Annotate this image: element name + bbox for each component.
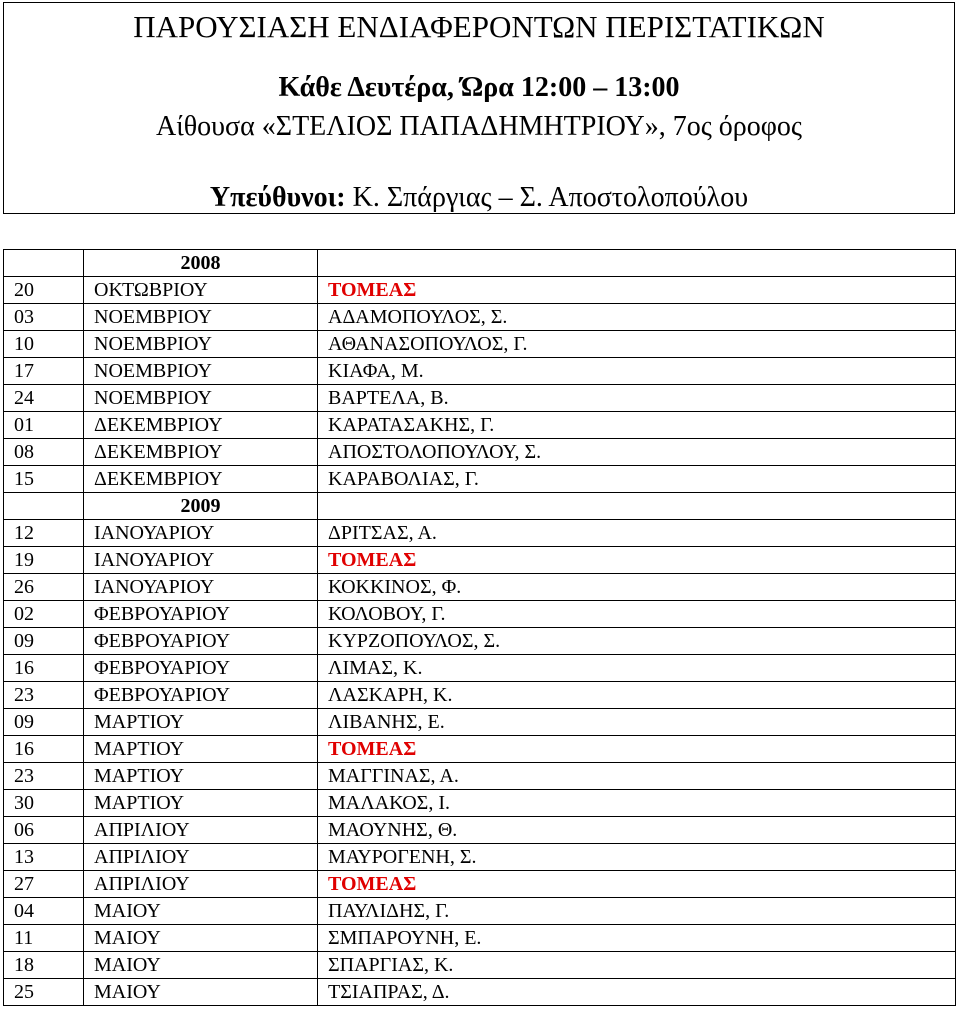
empty-cell [4, 493, 84, 520]
month-cell: ΝΟΕΜΒΡΙΟΥ [84, 358, 318, 385]
day-cell: 06 [4, 817, 84, 844]
responsible-label: Υπεύθυνοι: [209, 182, 346, 213]
day-cell: 20 [4, 277, 84, 304]
table-row [4, 898, 956, 925]
presenter-cell: ΔΡΙΤΣΑΣ, Α. [318, 520, 956, 547]
day-cell: 13 [4, 844, 84, 871]
day-cell: 09 [4, 709, 84, 736]
day-cell: 17 [4, 358, 84, 385]
year-cell: 2008 [84, 250, 318, 277]
month-cell: ΝΟΕΜΒΡΙΟΥ [84, 304, 318, 331]
presenter-cell: ΣΜΠΑΡΟΥΝΗ, Ε. [318, 925, 956, 952]
day-cell: 23 [4, 763, 84, 790]
room-line: Αίθουσα «ΣΤΕΛΙΟΣ ΠΑΠΑΔΗΜΗΤΡΙΟΥ», 7ος όροφος [155, 111, 803, 142]
month-cell: ΦΕΒΡΟΥΑΡΙΟΥ [84, 655, 318, 682]
month-cell: ΙΑΝΟΥΑΡΙΟΥ [84, 520, 318, 547]
month-cell: ΔΕΚΕΜΒΡΙΟΥ [84, 412, 318, 439]
presenter-cell: ΚΑΡΑΤΑΣΑΚΗΣ, Γ. [318, 412, 956, 439]
page-title: ΠΑΡΟΥΣΙΑΣΗ ΕΝΔΙΑΦΕΡΟΝΤΩΝ ΠΕΡΙΣΤΑΤΙΚΩΝ [133, 9, 825, 44]
day-cell: 03 [4, 304, 84, 331]
responsible-line [4, 182, 954, 214]
presenter-cell: ΑΔΑΜΟΠΟΥΛΟΣ, Σ. [318, 304, 956, 331]
table-row [4, 520, 956, 547]
year-cell: 2009 [84, 493, 318, 520]
month-cell: ΜΑΙΟΥ [84, 898, 318, 925]
table-row [4, 601, 956, 628]
header-box [3, 2, 955, 214]
empty-cell [318, 250, 956, 277]
day-cell: 26 [4, 574, 84, 601]
day-cell: 10 [4, 331, 84, 358]
month-cell: ΑΠΡΙΛΙΟΥ [84, 844, 318, 871]
day-cell: 19 [4, 547, 84, 574]
day-cell: 23 [4, 682, 84, 709]
month-cell: ΔΕΚΕΜΒΡΙΟΥ [84, 439, 318, 466]
table-row [4, 844, 956, 871]
day-cell: 04 [4, 898, 84, 925]
schedule-table [3, 249, 956, 1006]
table-row [4, 925, 956, 952]
presenter-cell: ΑΠΟΣΤΟΛΟΠΟΥΛΟΥ, Σ. [318, 439, 956, 466]
table-row [4, 358, 956, 385]
table-row [4, 466, 956, 493]
presenter-cell: ΜΑΟΥΝΗΣ, Θ. [318, 817, 956, 844]
day-cell: 16 [4, 736, 84, 763]
day-cell: 30 [4, 790, 84, 817]
month-cell: ΑΠΡΙΛΙΟΥ [84, 871, 318, 898]
sector-cell: ΤΟΜΕΑΣ [318, 736, 956, 763]
month-cell: ΦΕΒΡΟΥΑΡΙΟΥ [84, 628, 318, 655]
presenter-cell: ΑΘΑΝΑΣΟΠΟΥΛΟΣ, Γ. [318, 331, 956, 358]
month-cell: ΜΑΙΟΥ [84, 952, 318, 979]
day-cell: 09 [4, 628, 84, 655]
month-cell: ΝΟΕΜΒΡΙΟΥ [84, 385, 318, 412]
table-row [4, 547, 956, 574]
table-row [4, 709, 956, 736]
month-cell: ΝΟΕΜΒΡΙΟΥ [84, 331, 318, 358]
month-cell: ΜΑΙΟΥ [84, 925, 318, 952]
year-row [4, 250, 956, 277]
presenter-cell: ΚΑΡΑΒΟΛΙΑΣ, Γ. [318, 466, 956, 493]
presenter-cell: ΣΠΑΡΓΙΑΣ, Κ. [318, 952, 956, 979]
schedule-line: Κάθε Δευτέρα, Ώρα 12:00 – 13:00 [278, 72, 680, 103]
presenter-cell: ΒΑΡΤΕΛΑ, Β. [318, 385, 956, 412]
year-row [4, 493, 956, 520]
table-row [4, 277, 956, 304]
presenter-cell: ΛΙΒΑΝΗΣ, Ε. [318, 709, 956, 736]
month-cell: ΟΚΤΩΒΡΙΟΥ [84, 277, 318, 304]
empty-cell [318, 493, 956, 520]
table-row [4, 385, 956, 412]
month-cell: ΜΑΡΤΙΟΥ [84, 790, 318, 817]
table-row [4, 952, 956, 979]
day-cell: 01 [4, 412, 84, 439]
presenter-cell: ΠΑΥΛΙΔΗΣ, Γ. [318, 898, 956, 925]
presenter-cell: ΚΥΡΖΟΠΟΥΛΟΣ, Σ. [318, 628, 956, 655]
month-cell: ΦΕΒΡΟΥΑΡΙΟΥ [84, 682, 318, 709]
table-row [4, 790, 956, 817]
table-row [4, 331, 956, 358]
month-cell: ΜΑΙΟΥ [84, 979, 318, 1006]
day-cell: 12 [4, 520, 84, 547]
table-row [4, 304, 956, 331]
month-cell: ΔΕΚΕΜΒΡΙΟΥ [84, 466, 318, 493]
table-row [4, 628, 956, 655]
presenter-cell: ΛΙΜΑΣ, Κ. [318, 655, 956, 682]
schedule-table-body [4, 250, 956, 1006]
month-cell: ΜΑΡΤΙΟΥ [84, 709, 318, 736]
day-cell: 16 [4, 655, 84, 682]
table-row [4, 655, 956, 682]
table-row [4, 736, 956, 763]
responsible-names: Κ. Σπάργιας – Σ. Αποστολοπούλου [352, 182, 749, 213]
table-row [4, 979, 956, 1006]
presenter-cell: ΜΑΛΑΚΟΣ, Ι. [318, 790, 956, 817]
sector-cell: ΤΟΜΕΑΣ [318, 547, 956, 574]
table-row [4, 763, 956, 790]
presenter-cell: ΛΑΣΚΑΡΗ, Κ. [318, 682, 956, 709]
month-cell: ΜΑΡΤΙΟΥ [84, 736, 318, 763]
day-cell: 25 [4, 979, 84, 1006]
month-cell: ΦΕΒΡΟΥΑΡΙΟΥ [84, 601, 318, 628]
day-cell: 27 [4, 871, 84, 898]
day-cell: 24 [4, 385, 84, 412]
presenter-cell: ΜΑΥΡΟΓΕΝΗ, Σ. [318, 844, 956, 871]
table-row [4, 682, 956, 709]
sector-cell: ΤΟΜΕΑΣ [318, 871, 956, 898]
table-row [4, 871, 956, 898]
day-cell: 02 [4, 601, 84, 628]
sector-cell: ΤΟΜΕΑΣ [318, 277, 956, 304]
day-cell: 08 [4, 439, 84, 466]
month-cell: ΜΑΡΤΙΟΥ [84, 763, 318, 790]
month-cell: ΑΠΡΙΛΙΟΥ [84, 817, 318, 844]
empty-cell [4, 250, 84, 277]
presenter-cell: ΜΑΓΓΙΝΑΣ, Α. [318, 763, 956, 790]
presenter-cell: ΚΙΑΦΑ, Μ. [318, 358, 956, 385]
presenter-cell: ΚΟΚΚΙΝΟΣ, Φ. [318, 574, 956, 601]
day-cell: 11 [4, 925, 84, 952]
table-row [4, 817, 956, 844]
presenter-cell: ΤΣΙΑΠΡΑΣ, Δ. [318, 979, 956, 1006]
month-cell: ΙΑΝΟΥΑΡΙΟΥ [84, 547, 318, 574]
day-cell: 18 [4, 952, 84, 979]
day-cell: 15 [4, 466, 84, 493]
table-row [4, 574, 956, 601]
table-row [4, 439, 956, 466]
presenter-cell: ΚΟΛΟΒΟΥ, Γ. [318, 601, 956, 628]
table-row [4, 412, 956, 439]
month-cell: ΙΑΝΟΥΑΡΙΟΥ [84, 574, 318, 601]
